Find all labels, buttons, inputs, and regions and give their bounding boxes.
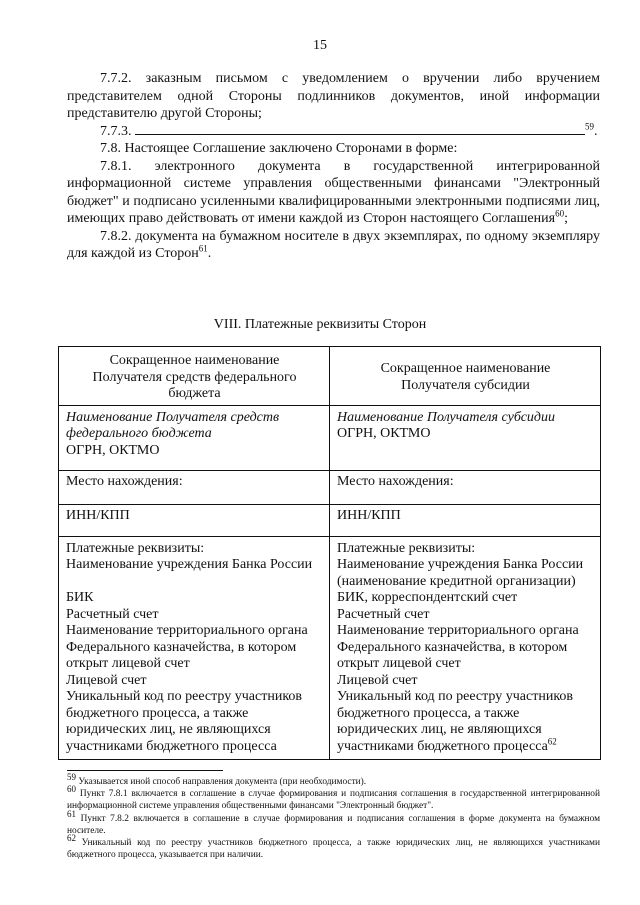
footnote-62 (67, 832, 600, 861)
right-ogrn: ОГРН, ОКТМО (337, 426, 431, 441)
right-credit-org: (наименование кредитной организации) (337, 573, 576, 589)
right-account: Расчетный счет (337, 606, 430, 622)
footnote-text: Уникальный код по реестру участников бюджетного процесса, а также юридических лиц, не являющихся участниками бюджетного процесса, указывается при наличии. (67, 838, 600, 861)
right-header-line-1: Сокращенное наименование (380, 361, 551, 377)
right-name-italic: Наименование Получателя субсидии (337, 409, 555, 425)
right-bank: Наименование учреждения Банка России (337, 557, 584, 572)
footnote-ref-59: 59 (585, 120, 594, 131)
left-name-italic-line-1: Наименование Получателя средств (66, 409, 280, 425)
left-bik: БИК (66, 590, 94, 605)
right-personal-account: Лицевой счет (337, 672, 418, 688)
left-unique-line-1: Уникальный код по реестру участников (66, 689, 303, 704)
right-inn-cell: ИНН/КПП (330, 504, 601, 536)
left-location-cell: Место нахождения: (59, 470, 330, 504)
footnote-ref-61: 61 (198, 243, 208, 254)
footnote-60 (67, 784, 600, 812)
right-treasury-line-1: Наименование территориального органа (337, 623, 579, 638)
left-payment-cell (59, 536, 330, 760)
paragraph-7-8-1-text: 7.8.1. электронного документа в государственной интегрированной информационной системе управления общественными финансами "Электронный бюджет" и подписано усиленными квалифицированными электронными подписями лиц, имеющих право действовать от имени каждой из Сторон настоящего Соглашения (67, 158, 600, 226)
left-pay-title: Платежные реквизиты: (66, 540, 205, 556)
right-payment-cell (330, 536, 601, 760)
left-spacer (66, 574, 323, 591)
left-header-cell (59, 347, 330, 406)
section-title: VIII. Платежные реквизиты Сторон (213, 317, 427, 332)
left-name-italic-line-2: федерального бюджета (66, 426, 212, 441)
left-name-cell (59, 405, 330, 470)
left-bank: Наименование учреждения Банка России (66, 557, 313, 572)
footnote-number: 59 (67, 771, 76, 782)
left-unique-line-3: юридических лиц, не являющихся (66, 722, 271, 737)
right-unique-line-4-text: участниками бюджетного процесса (337, 738, 548, 754)
page-number: 15 (313, 38, 327, 53)
table-row-name (59, 405, 601, 470)
left-treasury-line-3: открыт лицевой счет (66, 656, 190, 671)
right-location-cell: Место нахождения: (330, 470, 601, 504)
right-unique-line-1: Уникальный код по реестру участников (337, 689, 574, 704)
right-header-cell (330, 347, 601, 406)
right-pay-title: Платежные реквизиты: (337, 540, 476, 556)
left-treasury-line-1: Наименование территориального органа (66, 623, 308, 638)
left-header-line-1: Сокращенное наименование (109, 353, 280, 368)
paragraph-7-8-2-text: 7.8.2. документа на бумажном носителе в двух экземплярах, по одному экземпляру для каждой из Сторон (67, 228, 600, 261)
body-text (67, 70, 600, 263)
footnote-text: Указывается иной способ направления документа (при необходимости). (78, 777, 367, 787)
table-row-location (59, 470, 601, 504)
paragraph-7-8-1-suffix: ; (564, 211, 568, 226)
left-unique-line-4: участниками бюджетного процесса (66, 738, 277, 754)
right-treasury-line-2: Федерального казначейства, в котором (337, 639, 568, 655)
left-treasury-line-2: Федерального казначейства, в котором (66, 639, 297, 655)
left-header-line-2: Получателя средств федерального бюджета (92, 369, 297, 401)
paragraph-7-7-3-suffix: . (594, 123, 598, 139)
paragraph-7-8-2-suffix: . (207, 246, 212, 261)
right-unique-line-2: бюджетного процесса, а также (337, 705, 520, 721)
blank-fill-line (135, 124, 585, 135)
footnote-59 (67, 771, 600, 788)
table-row-inn (59, 504, 601, 536)
footnote-ref-60: 60 (555, 208, 565, 219)
paragraph-7-8-1 (67, 158, 600, 228)
footnote-text: Пункт 7.8.2 включается в соглашение в случае формирования и подписания соглашения в форме документа на бумажном носителе. (67, 813, 601, 836)
left-account: Расчетный счет (66, 606, 159, 622)
right-unique-line-3: юридических лиц, не являющихся (337, 722, 542, 737)
table-row-payment (59, 536, 601, 760)
footnote-number: 61 (67, 808, 76, 819)
footnote-separator (67, 770, 223, 771)
right-name-cell (330, 405, 601, 470)
payment-details-table (58, 346, 601, 760)
left-unique-line-2: бюджетного процесса, а также (66, 705, 249, 721)
footnotes (67, 771, 601, 861)
footnote-number: 60 (67, 784, 76, 795)
paragraph-7-7-2: 7.7.2. заказным письмом с уведомлением о вручении либо вручением представителем одной Стороны подлинников документов, иной информации представителю другой Стороны; (67, 71, 600, 121)
footnote-ref-62: 62 (547, 735, 557, 746)
right-unique-line-4 (337, 735, 594, 756)
left-inn-cell: ИНН/КПП (59, 504, 330, 536)
footnote-number: 62 (67, 832, 76, 843)
paragraph-7-7-3 (67, 120, 600, 141)
paragraph-7-8-2 (67, 228, 600, 263)
right-treasury-line-3: открыт лицевой счет (337, 656, 461, 671)
paragraph-7-7-3-number: 7.7.3. (100, 123, 132, 139)
paragraph-7-8: 7.8. Настоящее Соглашение заключено Сторонами в форме: (100, 141, 458, 156)
left-personal-account: Лицевой счет (66, 672, 147, 688)
footnote-text: Пункт 7.8.1 включается в соглашение в случае формирования и подписания соглашения в государственной интегрированной информационной системе управления общественными финансами "Электронный бюджет". (67, 789, 600, 812)
left-ogrn: ОГРН, ОКТМО (66, 442, 160, 458)
right-bik: БИК, корреспондентский счет (337, 590, 518, 605)
right-header-line-2: Получателя субсидии (401, 377, 530, 393)
table-row-header (59, 347, 601, 406)
footnote-61 (67, 808, 601, 837)
